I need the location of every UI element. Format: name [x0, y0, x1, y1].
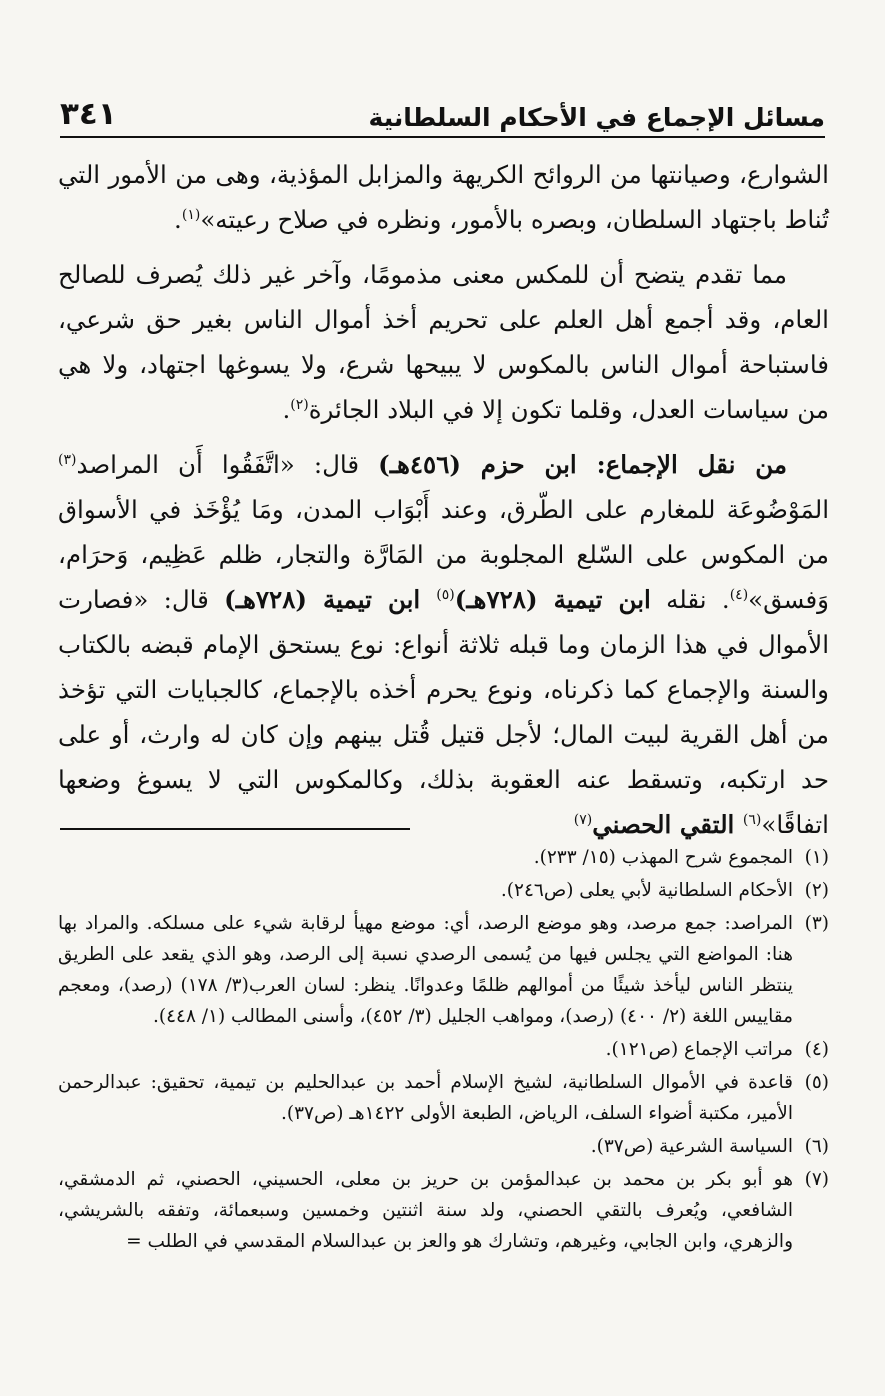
- footnote-number: (٥): [804, 1072, 829, 1093]
- footnote-text: الأحكام السلطانية لأبي يعلى (ص٢٤٦).: [500, 880, 793, 901]
- paragraph-1: [58, 152, 829, 242]
- footnote-1: [58, 842, 829, 873]
- footnotes: [58, 842, 829, 1259]
- paragraph-2: [58, 252, 829, 432]
- paragraph-3-text-d: قال: «فصارت الأموال في هذا الزمان وما قبله ثلاثة أنواع: نوع يستحق الإمام قبضه بالكتاب والسنة والإجماع كما ذكرناه، ونوع يحرم أخذه بالإجماع، كالجبايات التي تؤخذ من أهل القرية لبيت المال؛ لأجل قتيل قُتل بينهم وإن كان له وارث، أو على حد ارتكبه، وتسقط عنه العقوبة بذلك، وكالمكوس التي لا يسوغ وضعها اتفاقًا»: [58, 585, 829, 839]
- footnote-ref-4: (٤): [729, 586, 749, 603]
- footnote-number: (٣): [804, 913, 829, 934]
- paragraph-3-lead-4: التقي الحصني: [592, 810, 743, 839]
- footnote-7: [58, 1164, 829, 1257]
- paragraph-3: [58, 442, 829, 847]
- footnote-text: السياسة الشرعية (ص٣٧).: [590, 1136, 793, 1157]
- footnote-number: (١): [804, 847, 829, 868]
- footnote-5: [58, 1067, 829, 1129]
- footnote-ref-5: (٥): [436, 586, 455, 603]
- paragraph-3-text-b: المَوْضُوعَة للمغارم على الطّرق، وعند أَبْوَاب المدن، ومَا يُؤْخَذ في الأسواق من المكوس على السّلع المجلوبة من المَارَّة والتجار، ظلم عَظِيم، وَحرَام، وَفسق»: [58, 495, 829, 614]
- footnote-ref-2: (٢): [290, 396, 309, 413]
- footnote-text: المجموع شرح المهذب (١٥/ ٢٣٣).: [533, 847, 793, 868]
- footnote-number: (٢): [804, 880, 829, 901]
- paragraph-3-text-c: . نقله: [650, 585, 730, 614]
- footnote-4: [58, 1034, 829, 1065]
- footnote-6: [58, 1131, 829, 1162]
- footnote-number: (٤): [804, 1039, 829, 1060]
- footnote-number: (٧): [804, 1169, 829, 1190]
- footnote-number: (٦): [804, 1136, 829, 1157]
- paragraph-1-end: .: [174, 205, 182, 234]
- footnote-ref-7: (٧): [573, 811, 593, 828]
- paragraph-1-text: الشوارع، وصيانتها من الروائح الكريهة والمزابل المؤذية، وهى من الأمور التي تُناط باجتهاد السلطان، وبصره بالأمور، ونظره في صلاح رعيته»: [58, 160, 829, 234]
- running-title: مسائل الإجماع في الأحكام السلطانية: [368, 103, 825, 132]
- paragraph-3-text-a: قال: «اتَّفَقُوا أَن المراصد: [76, 450, 379, 479]
- footnote-ref-3: (٣): [58, 451, 77, 468]
- main-text: [58, 152, 829, 857]
- footnote-3: [58, 908, 829, 1032]
- footnote-ref-1: (١): [181, 206, 201, 223]
- paragraph-3-lead-2: ابن تيمية (٧٢٨هـ): [454, 585, 651, 614]
- paragraph-3-lead: من نقل الإجماع: ابن حزم (٤٥٦هـ): [378, 450, 787, 479]
- footnote-text: مراتب الإجماع (ص١٢١).: [605, 1039, 793, 1060]
- page-header: [60, 80, 825, 138]
- footnote-text: قاعدة في الأموال السلطانية، لشيخ الإسلام أحمد بن عبدالحليم بن تيمية، تحقيق: عبدالرحمن الأمير، مكتبة أضواء السلف، الرياض، الطبعة الأولى ١٤٢٢هـ (ص٣٧).: [58, 1072, 793, 1124]
- page-number: ٣٤١: [60, 96, 117, 132]
- paragraph-2-end: .: [282, 395, 291, 424]
- paragraph-2-text: مما تقدم يتضح أن للمكس معنى مذمومًا، وآخر غير ذلك يُصرف للصالح العام، وقد أجمع أهل العلم على تحريم أخذ أموال الناس بغير حق شرعي، فاستباحة أموال الناس بالمكوس لا يبيحها شرع، ولا يسوغها اجتهاد، ولا هي من سياسات العدل، وقلما تكون إلا في البلاد الجائرة: [58, 260, 829, 424]
- paragraph-3-lead-3: ابن تيمية (٧٢٨هـ): [224, 585, 437, 614]
- footnote-ref-6: (٦): [742, 811, 762, 828]
- footnote-divider: [60, 828, 410, 830]
- footnote-text: هو أبو بكر بن محمد بن عبدالمؤمن بن حريز بن معلى، الحسيني، الحصني، ثم الدمشقي، الشافعي، ويُعرف بالتقي الحصني، ولد سنة اثنتين وخمسين وسبعمائة، وتفقه بالشريشي، والزهري، وابن الجابي، وغيرهم، وتشارك هو والعز بن عبدالسلام المقدسي في الطلب =: [58, 1169, 793, 1252]
- footnote-2: [58, 875, 829, 906]
- footnote-text: المراصد: جمع مرصد، وهو موضع الرصد، أي: موضع مهيأ لرقابة شيء على مسلكه. والمراد بها هنا: المواضع التي يجلس فيها من يُسمى الرصدي نسبة إلى الرصد، وهو الذي يقعد على الطريق ينتظر الناس ليأخذ شيئًا من أموالهم ظلمًا وعدوانًا. ينظر: لسان العرب(٣/ ١٧٨) (رصد)، ومعجم مقاييس اللغة (٢/ ٤٠٠) (رصد)، ومواهب الجليل (٣/ ٤٥٢)، وأسنى المطالب (١/ ٤٤٨).: [58, 913, 793, 1027]
